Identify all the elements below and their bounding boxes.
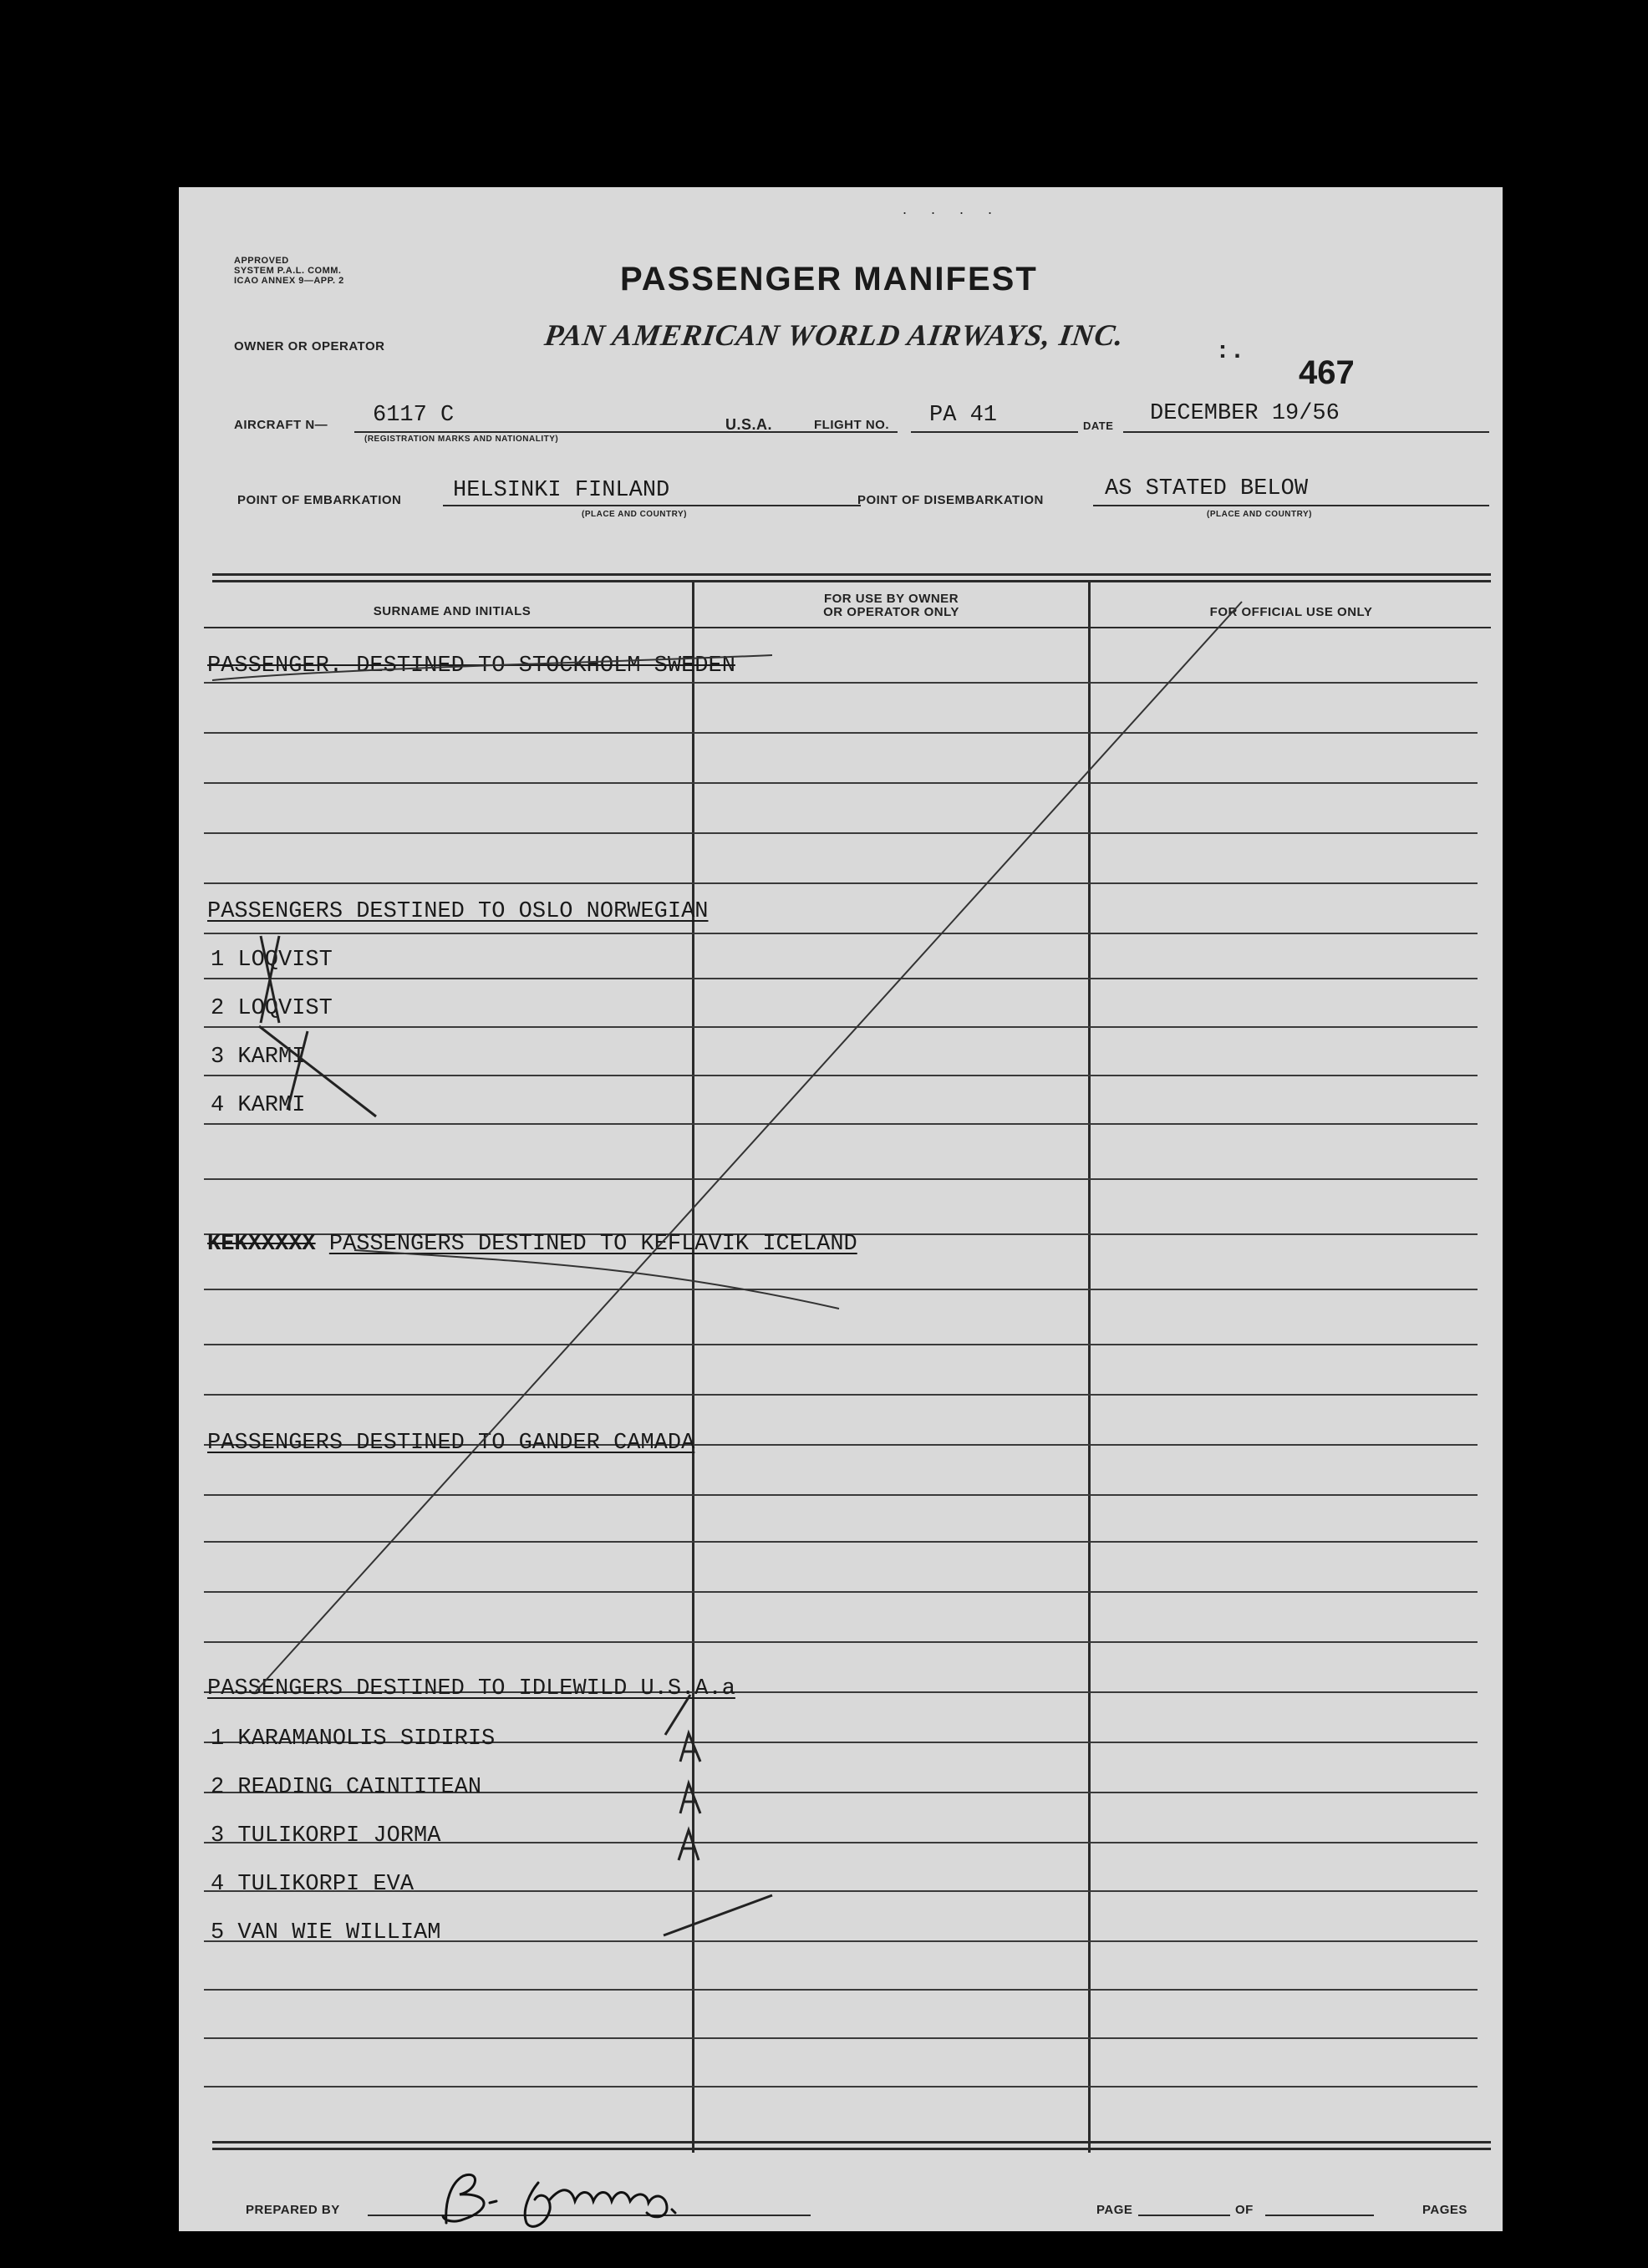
pages-label: PAGES xyxy=(1422,2203,1467,2217)
column-head-owner-1: FOR USE BY OWNER xyxy=(823,592,959,606)
approval-line-2: SYSTEM P.A.L. COMM. xyxy=(234,266,342,276)
signature xyxy=(443,2174,675,2226)
prepared-by-label: PREPARED BY xyxy=(246,2203,340,2217)
stockholm-scribble xyxy=(212,655,772,680)
flight-value: PA 41 xyxy=(929,403,998,428)
aircraft-value: 6117 C xyxy=(373,403,455,428)
approval-line-3: ICAO ANNEX 9—APP. 2 xyxy=(234,276,344,286)
struck-prefix: KEKXXXXX xyxy=(207,1232,316,1257)
disembarkation-value: AS STATED BELOW xyxy=(1105,476,1309,501)
section-heading-oslo-text: PASSENGERS DESTINED TO OSLO NORWEGIAN xyxy=(207,899,709,924)
aircraft-sublabel: (REGISTRATION MARKS AND NATIONALITY) xyxy=(364,435,559,444)
approval-line-1: APPROVED xyxy=(234,256,289,266)
arrival-mark-5 xyxy=(664,1895,772,1935)
aircraft-country: U.S.A. xyxy=(725,416,773,433)
passenger-oslo-4: 4 KARMI xyxy=(211,1093,306,1118)
aircraft-label: AIRCRAFT N— xyxy=(234,418,328,432)
operator-name: PAN AMERICAN WORLD AIRWAYS, INC. xyxy=(542,318,1127,352)
page-title: PASSENGER MANIFEST xyxy=(620,261,1038,297)
date-value: DECEMBER 19/56 xyxy=(1150,401,1340,426)
flight-label: FLIGHT NO. xyxy=(814,418,889,432)
embarkation-label: POINT OF EMBARKATION xyxy=(237,493,402,507)
diagonal-cancel-line xyxy=(256,602,1242,1691)
section-heading-keflavik-text: PASSENGERS DESTINED TO KEFLAVIK ICELAND xyxy=(328,1232,857,1257)
embarkation-sublabel: (PLACE AND COUNTRY) xyxy=(582,510,687,519)
passenger-idlewild-3: 3 TULIKORPI JORMA xyxy=(211,1823,441,1848)
oslo-cross-2a xyxy=(259,1026,376,1116)
column-head-surname: SURNAME AND INITIALS xyxy=(373,604,532,618)
embarkation-value: HELSINKI FINLAND xyxy=(453,478,670,503)
section-heading-idlewild-text: PASSENGERS DESTINED TO IDLEWILD U.S.A.a xyxy=(207,1676,735,1701)
date-label: DATE xyxy=(1083,420,1114,432)
arrival-mark-1 xyxy=(665,1695,690,1735)
column-head-official: FOR OFFICIAL USE ONLY xyxy=(1209,605,1373,619)
handwritten-marks xyxy=(179,187,1503,2231)
passenger-oslo-3: 3 KARMI xyxy=(211,1045,306,1070)
arrival-mark-a3 xyxy=(679,1830,699,1860)
passenger-idlewild-2: 2 READING CAINTITEAN xyxy=(211,1775,482,1800)
arrival-mark-a2 xyxy=(680,1783,700,1813)
passenger-idlewild-4: 4 TULIKORPI EVA xyxy=(211,1872,415,1897)
passenger-oslo-2: 2 LOQVIST xyxy=(211,996,333,1021)
passenger-idlewild-5: 5 VAN WIE WILLIAM xyxy=(211,1920,441,1945)
owner-label: OWNER OR OPERATOR xyxy=(234,339,385,353)
section-heading-gander-text: PASSENGERS DESTINED TO GANDER CAMADA xyxy=(207,1431,695,1456)
disembarkation-label: POINT OF DISEMBARKATION xyxy=(857,493,1044,507)
passenger-idlewild-1: 1 KARAMANOLIS SIDIRIS xyxy=(211,1726,496,1752)
scan-dots: . . . . xyxy=(903,201,1003,217)
oslo-cross-2b xyxy=(287,1031,308,1110)
passenger-oslo-1: 1 LOQVIST xyxy=(211,948,333,973)
manifest-sheet xyxy=(179,187,1503,2231)
column-head-owner-2: OR OPERATOR ONLY xyxy=(823,605,959,619)
section-heading-stockholm-text: PASSENGER. DESTINED TO STOCKHOLM SWEDEN xyxy=(207,653,735,679)
of-label: OF xyxy=(1235,2203,1254,2217)
page-label: PAGE xyxy=(1096,2203,1133,2217)
colon-mark: : . xyxy=(1218,336,1241,364)
disembarkation-sublabel: (PLACE AND COUNTRY) xyxy=(1207,510,1312,519)
page-number: 467 xyxy=(1299,354,1355,391)
arrival-mark-a1 xyxy=(680,1733,700,1762)
keflavik-scribble xyxy=(354,1250,839,1309)
